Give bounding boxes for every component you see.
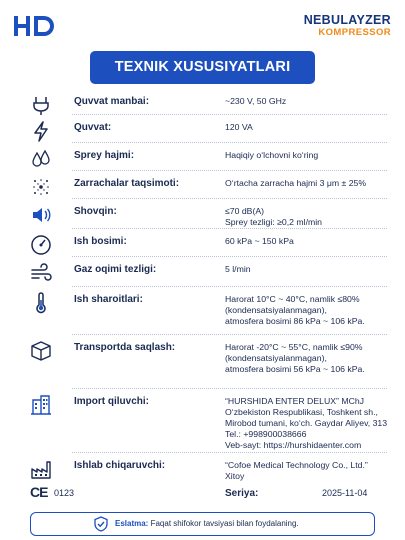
spec-label: Zarrachalar taqsimoti:: [74, 178, 180, 189]
box-icon: [30, 340, 52, 362]
row-divider: [72, 198, 387, 199]
speaker-icon: [30, 204, 52, 226]
ce-mark: CE: [30, 484, 48, 500]
spec-value-line: Tel.: +998900038666: [225, 429, 307, 439]
spec-value: [225, 264, 395, 275]
spec-value: [225, 342, 395, 375]
spec-label: Quvvat:: [74, 122, 112, 133]
brand-title: NEBULAYZER: [303, 13, 391, 27]
spec-label: Transportda saqlash:: [74, 342, 176, 353]
spec-label: Ish sharoitlari:: [74, 294, 143, 305]
ce-row: [0, 484, 405, 504]
lightning-icon: [30, 120, 52, 142]
particles-icon: [30, 176, 52, 198]
brand-logo: [14, 14, 58, 38]
seria-label: Seriya:: [225, 488, 259, 499]
spec-value-line: Harorat -20°C ~ 55°C, namlik ≤90%: [225, 342, 363, 352]
brand-subtitle: KOMPRESSOR: [318, 27, 391, 38]
plug-icon: [30, 94, 52, 116]
spec-value-line: (kondensatsiyalanmagan),: [225, 353, 327, 363]
warning-text: [115, 519, 299, 528]
spec-value-line: Sprey tezligi: ≥0,2 ml/min: [225, 217, 322, 227]
row-divider: [72, 142, 387, 143]
spec-value: [225, 122, 395, 133]
spec-value-line: “HURSHIDA ENTER DELUX” MChJ: [225, 396, 365, 406]
spec-value-line: atmosfera bosimi 56 kPa ~ 106 kPa.: [225, 364, 365, 374]
warning-label: Eslatma:: [115, 519, 149, 528]
spec-label: Ishlab chiqaruvchi:: [74, 460, 166, 471]
spec-value-line: 60 kPa ~ 150 kPa: [225, 236, 294, 246]
spec-value-line: 5 l/min: [225, 264, 251, 274]
spec-value: [225, 178, 395, 189]
thermometer-icon: [30, 292, 52, 314]
spec-value-line: (kondensatsiyalanmagan),: [225, 305, 327, 315]
spec-label: Shovqin:: [74, 206, 117, 217]
spec-value: [225, 236, 395, 247]
row-divider: [72, 286, 387, 287]
wind-icon: [30, 262, 52, 284]
spec-value-line: ~230 V, 50 GHz: [225, 96, 287, 106]
spec-value-line: Veb-sayt: https://hurshidaenter.com: [225, 440, 362, 450]
spec-value: [225, 460, 395, 482]
spec-value-line: “Cofoe Medical Technology Co., Ltd.”: [225, 460, 368, 470]
brand-name: [304, 14, 391, 38]
spec-value-line: atmosfera bosimi 86 kPa ~ 106 kPa.: [225, 316, 365, 326]
spec-label: Ish bosimi:: [74, 236, 127, 247]
seria-value: 2025-11-04: [322, 488, 368, 498]
spec-value: [225, 396, 395, 451]
row-divider: [72, 170, 387, 171]
row-divider: [72, 228, 387, 229]
spec-label: Quvvat manbai:: [74, 96, 150, 107]
shield-check-icon: [93, 516, 109, 532]
ce-number: 0123: [54, 488, 75, 498]
warning-note: [30, 512, 375, 536]
row-divider: [72, 114, 387, 115]
spec-value: [225, 294, 395, 327]
spec-value-line: O‘zbekiston Respublikasi, Toshkent sh.,: [225, 407, 378, 417]
row-divider: [72, 388, 387, 389]
row-divider: [72, 334, 387, 335]
spec-label: Sprey hajmi:: [74, 150, 135, 161]
spec-value-line: ≤70 dB(A): [225, 206, 265, 216]
gauge-icon: [30, 234, 52, 256]
spec-value-line: 120 VA: [225, 122, 253, 132]
spec-value-line: Mirobod tumani, ko‘ch. Gaydar Aliyev, 313: [225, 418, 388, 428]
spec-value: [225, 150, 395, 161]
spec-value-line: Haqiqiy o‘lchovni ko‘ring: [225, 150, 319, 160]
spec-label: Import qiluvchi:: [74, 396, 149, 407]
building-icon: [30, 394, 52, 416]
spec-value: [225, 206, 395, 228]
droplets-icon: [30, 148, 52, 170]
spec-label: Gaz oqimi tezligi:: [74, 264, 157, 275]
spec-value-line: Xitoy: [225, 471, 245, 481]
spec-value-line: O‘rtacha zarracha hajmi 3 μm ± 25%: [225, 178, 367, 188]
factory-icon: [30, 458, 52, 480]
spec-value-line: Harorat 10°C ~ 40°C, namlik ≤80%: [225, 294, 360, 304]
section-title-banner: TEXNIK XUSUSIYATLARI: [90, 51, 315, 84]
header: [0, 0, 405, 50]
row-divider: [72, 452, 387, 453]
warning-message: Faqat shifokor tavsiyasi bilan foydalaning.: [148, 519, 299, 528]
row-divider: [72, 256, 387, 257]
spec-value: [225, 96, 395, 107]
